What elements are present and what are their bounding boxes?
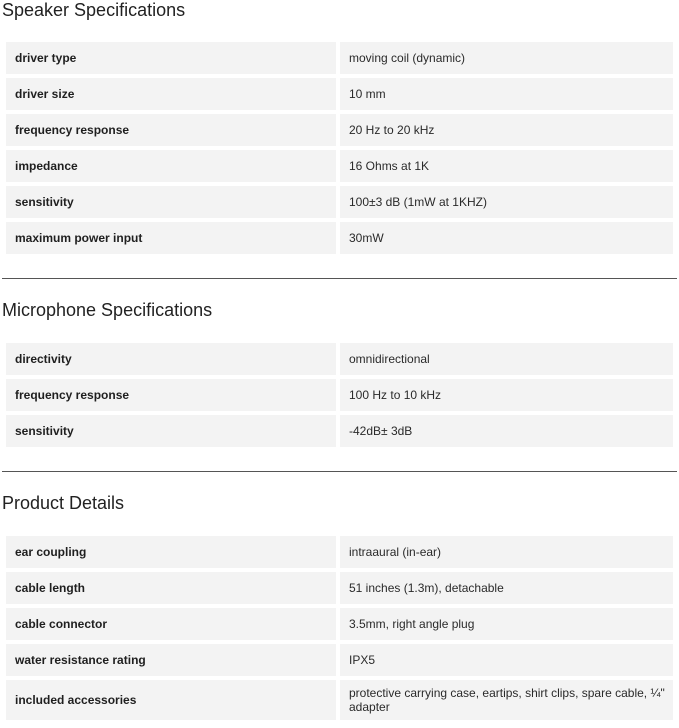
spec-value: -42dB± 3dB bbox=[340, 415, 673, 447]
spec-value: omnidirectional bbox=[340, 343, 673, 375]
table-row bbox=[6, 186, 673, 218]
spec-value: 100±3 dB (1mW at 1KHZ) bbox=[340, 186, 673, 218]
spec-label: frequency response bbox=[6, 379, 336, 411]
table-row bbox=[6, 42, 673, 74]
table-row bbox=[6, 343, 673, 375]
spec-label: impedance bbox=[6, 150, 336, 182]
spec-value: 30mW bbox=[340, 222, 673, 254]
section-title: Microphone Specifications bbox=[2, 300, 213, 320]
spec-label: sensitivity bbox=[6, 415, 336, 447]
spec-label: ear coupling bbox=[6, 536, 336, 568]
spec-value: 3.5mm, right angle plug bbox=[340, 608, 673, 640]
spec-table bbox=[6, 536, 673, 724]
spec-value: 20 Hz to 20 kHz bbox=[340, 114, 673, 146]
section-divider bbox=[2, 471, 677, 472]
spec-value: moving coil (dynamic) bbox=[340, 42, 673, 74]
table-row bbox=[6, 536, 673, 568]
spec-value: 100 Hz to 10 kHz bbox=[340, 379, 673, 411]
table-row bbox=[6, 608, 673, 640]
spec-label: water resistance rating bbox=[6, 644, 336, 676]
table-row bbox=[6, 572, 673, 604]
table-row bbox=[6, 415, 673, 447]
section-title: Speaker Specifications bbox=[2, 0, 186, 20]
section-title: Product Details bbox=[2, 493, 125, 513]
spec-value: 16 Ohms at 1K bbox=[340, 150, 673, 182]
table-row bbox=[6, 644, 673, 676]
table-row bbox=[6, 680, 673, 720]
spec-label: included accessories bbox=[6, 680, 336, 720]
spec-table bbox=[6, 42, 673, 258]
table-row bbox=[6, 78, 673, 110]
spec-label: maximum power input bbox=[6, 222, 336, 254]
spec-label: cable connector bbox=[6, 608, 336, 640]
spec-label: driver size bbox=[6, 78, 336, 110]
spec-value: IPX5 bbox=[340, 644, 673, 676]
table-row bbox=[6, 114, 673, 146]
table-row bbox=[6, 222, 673, 254]
table-row bbox=[6, 379, 673, 411]
spec-label: sensitivity bbox=[6, 186, 336, 218]
spec-label: directivity bbox=[6, 343, 336, 375]
spec-value: 10 mm bbox=[340, 78, 673, 110]
spec-value: 51 inches (1.3m), detachable bbox=[340, 572, 673, 604]
spec-label: cable length bbox=[6, 572, 336, 604]
spec-label: driver type bbox=[6, 42, 336, 74]
section-divider bbox=[2, 278, 677, 279]
spec-value: protective carrying case, eartips, shirt clips, spare cable, ¼" adapter bbox=[340, 680, 673, 720]
table-row bbox=[6, 150, 673, 182]
spec-table bbox=[6, 343, 673, 451]
spec-label: frequency response bbox=[6, 114, 336, 146]
spec-value: intraaural (in-ear) bbox=[340, 536, 673, 568]
